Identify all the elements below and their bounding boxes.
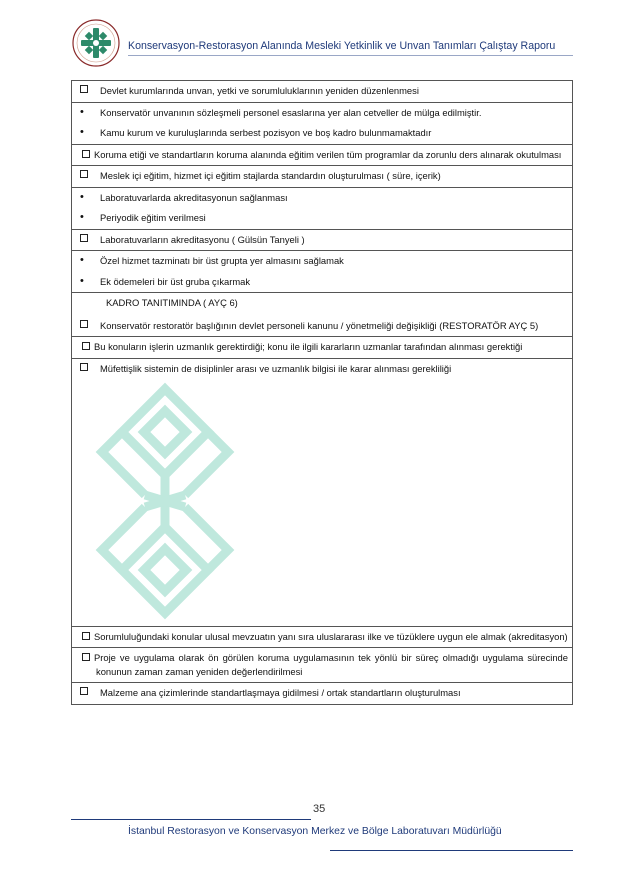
checkbox-icon bbox=[80, 687, 88, 695]
checkbox-icon bbox=[80, 320, 88, 328]
checkbox-icon bbox=[82, 150, 90, 158]
row-text: Sorumluluğundaki konular ulusal mevzuatın yanı sıra uluslararası ilke ve tüzüklere uygun ele almak (akreditasyon) bbox=[94, 630, 568, 642]
page-number: 35 bbox=[313, 803, 326, 815]
bullet-icon: • bbox=[80, 274, 84, 287]
bullet-text: Özel hizmet tazminatı bir üst grupta yer almasını sağlamak bbox=[100, 255, 344, 266]
section-heading: KADRO TANITIMINDA ( AYÇ 6) bbox=[106, 297, 238, 308]
bullet-icon: • bbox=[80, 105, 84, 118]
checkbox-icon bbox=[80, 363, 88, 371]
table-row bbox=[71, 293, 573, 337]
bullet-icon: • bbox=[80, 126, 84, 138]
checkbox-icon bbox=[82, 653, 90, 661]
bullet-icon: • bbox=[80, 211, 84, 223]
seljuk-knot-watermark-icon bbox=[90, 381, 240, 621]
table-row bbox=[71, 230, 573, 252]
row-text: Malzeme ana çizimlerinde standartlaşmaya gidilmesi / ortak standartların oluşturulması bbox=[100, 687, 461, 698]
table-row bbox=[71, 359, 573, 627]
bullet-text: Kamu kurum ve kuruluşlarında serbest pozisyon ve boş kadro bulunmamaktadır bbox=[100, 127, 432, 138]
page-header-title: Konservasyon-Restorasyon Alanında Mesleki Yetkinlik ve Unvan Tanımları Çalıştay Raporu bbox=[128, 40, 556, 52]
table-row bbox=[71, 627, 573, 649]
header-rule bbox=[128, 55, 573, 56]
footer-rule-left bbox=[71, 819, 311, 820]
table-row bbox=[71, 188, 573, 230]
row-text: Meslek içi eğitim, hizmet içi eğitim stajlarda standardın oluşturulması ( süre, içerik) bbox=[100, 170, 441, 181]
checkbox-icon bbox=[82, 632, 90, 640]
row-text: Proje ve uygulama olarak ön görülen koruma uygulamasının tek yönlü bir süreç olmadığı uygulama sürecinde konunun zaman zaman yeniden değerlendirilmesi bbox=[94, 652, 568, 677]
table-row bbox=[71, 683, 573, 705]
row-text: Laboratuvarların akreditasyonu ( Gülsün Tanyeli ) bbox=[100, 233, 305, 245]
bullet-text: Laboratuvarlarda akreditasyonun sağlanması bbox=[100, 191, 288, 203]
footer-rule-right bbox=[330, 850, 573, 851]
bullet-icon: • bbox=[80, 254, 84, 266]
table-row bbox=[71, 145, 573, 167]
row-text: Devlet kurumlarında unvan, yetki ve sorumluluklarının yeniden düzenlenmesi bbox=[100, 85, 419, 96]
bullet-text: Ek ödemeleri bir üst gruba çıkarmak bbox=[100, 275, 251, 287]
checkbox-icon bbox=[80, 234, 88, 242]
row-text: Bu konuların işlerin uzmanlık gerektirdiği; konu ile ilgili kararların uzmanlar tarafından alınması gerektiği bbox=[94, 341, 523, 352]
checkbox-icon bbox=[80, 170, 88, 178]
table-row bbox=[71, 648, 573, 683]
row-text: Müfettişlik sistemin de disiplinler arası ve uzmanlık bilgisi ile karar alınması gerekliliği bbox=[100, 362, 452, 374]
checkbox-icon bbox=[80, 85, 88, 93]
ministry-seal-icon bbox=[71, 18, 121, 68]
footer-institution: İstanbul Restorasyon ve Konservasyon Merkez ve Bölge Laboratuvarı Müdürlüğü bbox=[128, 826, 502, 837]
table-row bbox=[71, 337, 573, 359]
bullet-text: Konservatör unvanının sözleşmeli personel esaslarına yer alan cetveller de mülga edilmiştir. bbox=[100, 106, 482, 118]
table-row bbox=[71, 80, 573, 103]
row-text: Konservatör restoratör başlığının devlet personeli kanunu / yönetmeliği değişikliği (RESTORATÖR AYÇ 5) bbox=[100, 319, 539, 331]
content-table bbox=[71, 80, 573, 705]
bullet-icon: • bbox=[80, 190, 84, 203]
bullet-text: Periyodik eğitim verilmesi bbox=[100, 212, 206, 223]
table-row bbox=[71, 251, 573, 293]
checkbox-icon bbox=[82, 342, 90, 350]
table-row bbox=[71, 103, 573, 145]
row-text: Koruma etiği ve standartların koruma alanında eğitim verilen tüm programlar da zorunlu ders alınarak okutulması bbox=[94, 148, 562, 160]
table-row bbox=[71, 166, 573, 188]
